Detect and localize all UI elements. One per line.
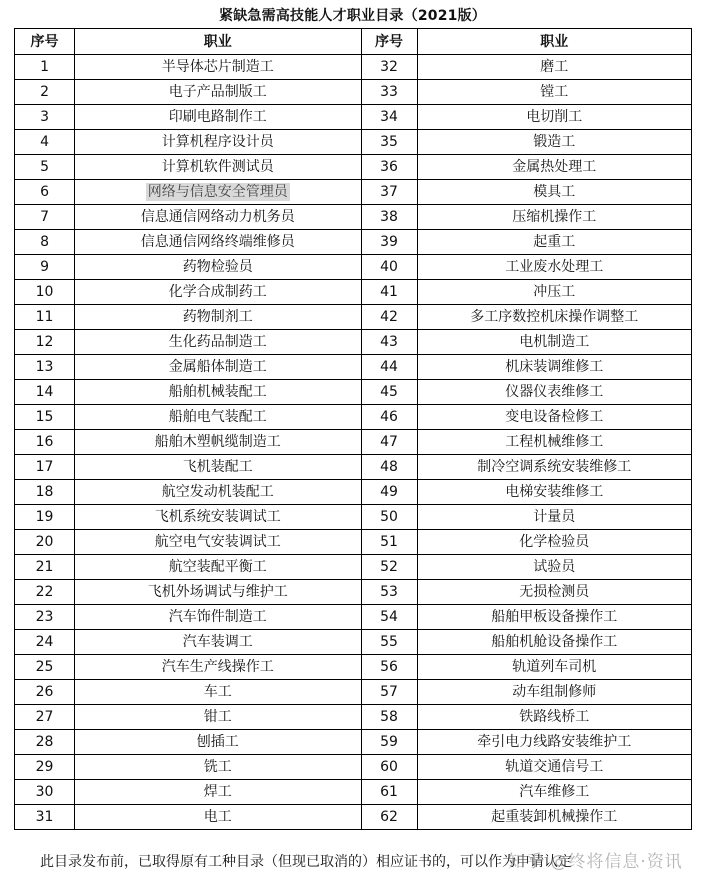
- seq-cell-right: 47: [361, 430, 417, 455]
- seq-cell-left: 21: [15, 555, 75, 580]
- table-row: [15, 305, 692, 330]
- seq-cell-right: 53: [361, 580, 417, 605]
- seq-cell-left: 2: [15, 80, 75, 105]
- table-row: [15, 705, 692, 730]
- job-cell-left: 汽车饰件制造工: [75, 605, 361, 630]
- seq-cell-left: 28: [15, 730, 75, 755]
- job-cell-right: 铁路线桥工: [417, 705, 691, 730]
- table-row: [15, 380, 692, 405]
- seq-cell-left: 16: [15, 430, 75, 455]
- job-cell-right: 镗工: [417, 80, 691, 105]
- table-row: [15, 405, 692, 430]
- seq-cell-left: 7: [15, 205, 75, 230]
- table-row: [15, 80, 692, 105]
- job-cell-left: 船舶木塑帆缆制造工: [75, 430, 361, 455]
- table-row: [15, 355, 692, 380]
- seq-cell-left: 19: [15, 505, 75, 530]
- job-cell-right: 机床装调维修工: [417, 355, 691, 380]
- seq-cell-right: 45: [361, 380, 417, 405]
- seq-cell-left: 9: [15, 255, 75, 280]
- seq-cell-right: 49: [361, 480, 417, 505]
- seq-cell-right: 54: [361, 605, 417, 630]
- seq-cell-left: 29: [15, 755, 75, 780]
- job-cell-right: 压缩机操作工: [417, 205, 691, 230]
- table-row: [15, 680, 692, 705]
- page-title: 紧缺急需高技能人才职业目录（2021版）: [219, 8, 486, 24]
- seq-cell-right: 40: [361, 255, 417, 280]
- seq-cell-left: 10: [15, 280, 75, 305]
- seq-cell-right: 60: [361, 755, 417, 780]
- job-cell-left: 铣工: [75, 755, 361, 780]
- table-row: [15, 755, 692, 780]
- job-cell-left: 电工: [75, 805, 361, 830]
- table-row: [15, 580, 692, 605]
- job-cell-right: 冲压工: [417, 280, 691, 305]
- table-row: [15, 330, 692, 355]
- seq-cell-right: 38: [361, 205, 417, 230]
- job-cell-right: 汽车维修工: [417, 780, 691, 805]
- seq-cell-right: 37: [361, 180, 417, 205]
- seq-cell-right: 55: [361, 630, 417, 655]
- job-cell-left: 飞机系统安装调试工: [75, 505, 361, 530]
- job-cell-left: 飞机装配工: [75, 455, 361, 480]
- seq-cell-left: 22: [15, 580, 75, 605]
- job-cell-left: 计算机软件测试员: [75, 155, 361, 180]
- seq-cell-right: 33: [361, 80, 417, 105]
- table-header-row: [15, 29, 692, 55]
- table-row: [15, 105, 692, 130]
- seq-cell-right: 56: [361, 655, 417, 680]
- job-cell-right: 工程机械维修工: [417, 430, 691, 455]
- header-seq-right: 序号: [361, 29, 417, 55]
- job-cell-left: 飞机外场调试与维护工: [75, 580, 361, 605]
- table-row: [15, 455, 692, 480]
- seq-cell-right: 34: [361, 105, 417, 130]
- seq-cell-right: 48: [361, 455, 417, 480]
- job-cell-left: 船舶机械装配工: [75, 380, 361, 405]
- job-cell-right: 锻造工: [417, 130, 691, 155]
- occupation-table: [14, 28, 692, 830]
- table-row: [15, 655, 692, 680]
- table-row: [15, 480, 692, 505]
- table-row: [15, 505, 692, 530]
- job-cell-right: 牵引电力线路安装维护工: [417, 730, 691, 755]
- seq-cell-left: 4: [15, 130, 75, 155]
- seq-cell-left: 31: [15, 805, 75, 830]
- job-cell-left: 电子产品制版工: [75, 80, 361, 105]
- seq-cell-right: 58: [361, 705, 417, 730]
- job-cell-right: 轨道列车司机: [417, 655, 691, 680]
- job-cell-left: 钳工: [75, 705, 361, 730]
- job-cell-left: 金属船体制造工: [75, 355, 361, 380]
- job-cell-right: 电梯安装维修工: [417, 480, 691, 505]
- table-row: [15, 530, 692, 555]
- header-job-right: 职业: [417, 29, 691, 55]
- seq-cell-right: 61: [361, 780, 417, 805]
- seq-cell-right: 42: [361, 305, 417, 330]
- job-cell-right: 轨道交通信号工: [417, 755, 691, 780]
- table-row: [15, 55, 692, 80]
- job-cell-left: 生化药品制造工: [75, 330, 361, 355]
- seq-cell-right: 52: [361, 555, 417, 580]
- job-cell-right: 试验员: [417, 555, 691, 580]
- seq-cell-right: 62: [361, 805, 417, 830]
- table-row: [15, 630, 692, 655]
- table-row: [15, 130, 692, 155]
- job-cell-right: 磨工: [417, 55, 691, 80]
- job-cell-right: 电切削工: [417, 105, 691, 130]
- job-cell-right: 多工序数控机床操作调整工: [417, 305, 691, 330]
- seq-cell-left: 14: [15, 380, 75, 405]
- job-cell-right: 起重装卸机械操作工: [417, 805, 691, 830]
- footer-note: 此目录发布前，已取得原有工种目录（但现已取消的）相应证书的，可以作为申请认定: [40, 854, 572, 870]
- table-row: [15, 280, 692, 305]
- job-cell-right: 模具工: [417, 180, 691, 205]
- job-cell-left: 车工: [75, 680, 361, 705]
- job-cell-left: 焊工: [75, 780, 361, 805]
- job-cell-left: 航空电气安装调试工: [75, 530, 361, 555]
- job-cell-left: 航空发动机装配工: [75, 480, 361, 505]
- seq-cell-left: 1: [15, 55, 75, 80]
- table-row: [15, 555, 692, 580]
- seq-cell-right: 51: [361, 530, 417, 555]
- job-cell-left: 药物检验员: [75, 255, 361, 280]
- job-cell-left: 汽车生产线操作工: [75, 655, 361, 680]
- seq-cell-left: 12: [15, 330, 75, 355]
- job-cell-right: 动车组制修师: [417, 680, 691, 705]
- seq-cell-left: 6: [15, 180, 75, 205]
- seq-cell-left: 8: [15, 230, 75, 255]
- seq-cell-left: 25: [15, 655, 75, 680]
- table-row: [15, 780, 692, 805]
- seq-cell-left: 23: [15, 605, 75, 630]
- job-cell-left: 半导体芯片制造工: [75, 55, 361, 80]
- seq-cell-left: 13: [15, 355, 75, 380]
- seq-cell-left: 17: [15, 455, 75, 480]
- job-cell-left: 信息通信网络动力机务员: [75, 205, 361, 230]
- job-cell-right: 计量员: [417, 505, 691, 530]
- seq-cell-right: 35: [361, 130, 417, 155]
- job-cell-left: 印刷电路制作工: [75, 105, 361, 130]
- seq-cell-right: 43: [361, 330, 417, 355]
- job-cell-left: 药物制剂工: [75, 305, 361, 330]
- seq-cell-left: 24: [15, 630, 75, 655]
- seq-cell-right: 39: [361, 230, 417, 255]
- seq-cell-right: 57: [361, 680, 417, 705]
- table-row: [15, 205, 692, 230]
- table-row: [15, 155, 692, 180]
- table-row: [15, 430, 692, 455]
- job-cell-right: 船舶甲板设备操作工: [417, 605, 691, 630]
- seq-cell-left: 15: [15, 405, 75, 430]
- seq-cell-right: 36: [361, 155, 417, 180]
- job-cell-right: 电机制造工: [417, 330, 691, 355]
- job-cell-left: 船舶电气装配工: [75, 405, 361, 430]
- seq-cell-right: 50: [361, 505, 417, 530]
- job-cell-right: 仪器仪表维修工: [417, 380, 691, 405]
- table-row: [15, 255, 692, 280]
- job-cell-right: 工业废水处理工: [417, 255, 691, 280]
- table-body: [15, 55, 692, 830]
- seq-cell-right: 59: [361, 730, 417, 755]
- job-cell-right: 无损检测员: [417, 580, 691, 605]
- job-cell-right: 船舶机舱设备操作工: [417, 630, 691, 655]
- seq-cell-left: 30: [15, 780, 75, 805]
- seq-cell-left: 5: [15, 155, 75, 180]
- table-row: [15, 230, 692, 255]
- seq-cell-left: 26: [15, 680, 75, 705]
- job-cell-left: 计算机程序设计员: [75, 130, 361, 155]
- watermark: 知乎 @终将信息·资讯: [508, 852, 683, 872]
- job-cell-left: 刨插工: [75, 730, 361, 755]
- table-row: [15, 180, 692, 205]
- seq-cell-left: 3: [15, 105, 75, 130]
- job-cell-left: 航空装配平衡工: [75, 555, 361, 580]
- seq-cell-right: 46: [361, 405, 417, 430]
- job-cell-right: 变电设备检修工: [417, 405, 691, 430]
- seq-cell-left: 27: [15, 705, 75, 730]
- job-cell-left: 信息通信网络终端维修员: [75, 230, 361, 255]
- job-cell-left: [75, 180, 361, 205]
- table-row: [15, 730, 692, 755]
- job-cell-left: 汽车装调工: [75, 630, 361, 655]
- header-job-left: 职业: [75, 29, 361, 55]
- seq-cell-right: 44: [361, 355, 417, 380]
- highlighted-job-text: 网络与信息安全管理员: [147, 184, 288, 200]
- seq-cell-left: 18: [15, 480, 75, 505]
- job-cell-right: 金属热处理工: [417, 155, 691, 180]
- seq-cell-right: 32: [361, 55, 417, 80]
- job-cell-right: 起重工: [417, 230, 691, 255]
- job-cell-right: 化学检验员: [417, 530, 691, 555]
- seq-cell-left: 11: [15, 305, 75, 330]
- job-cell-right: 制冷空调系统安装维修工: [417, 455, 691, 480]
- table-row: [15, 605, 692, 630]
- seq-cell-right: 41: [361, 280, 417, 305]
- seq-cell-left: 20: [15, 530, 75, 555]
- header-seq-left: 序号: [15, 29, 75, 55]
- job-cell-left: 化学合成制药工: [75, 280, 361, 305]
- table-row: [15, 805, 692, 830]
